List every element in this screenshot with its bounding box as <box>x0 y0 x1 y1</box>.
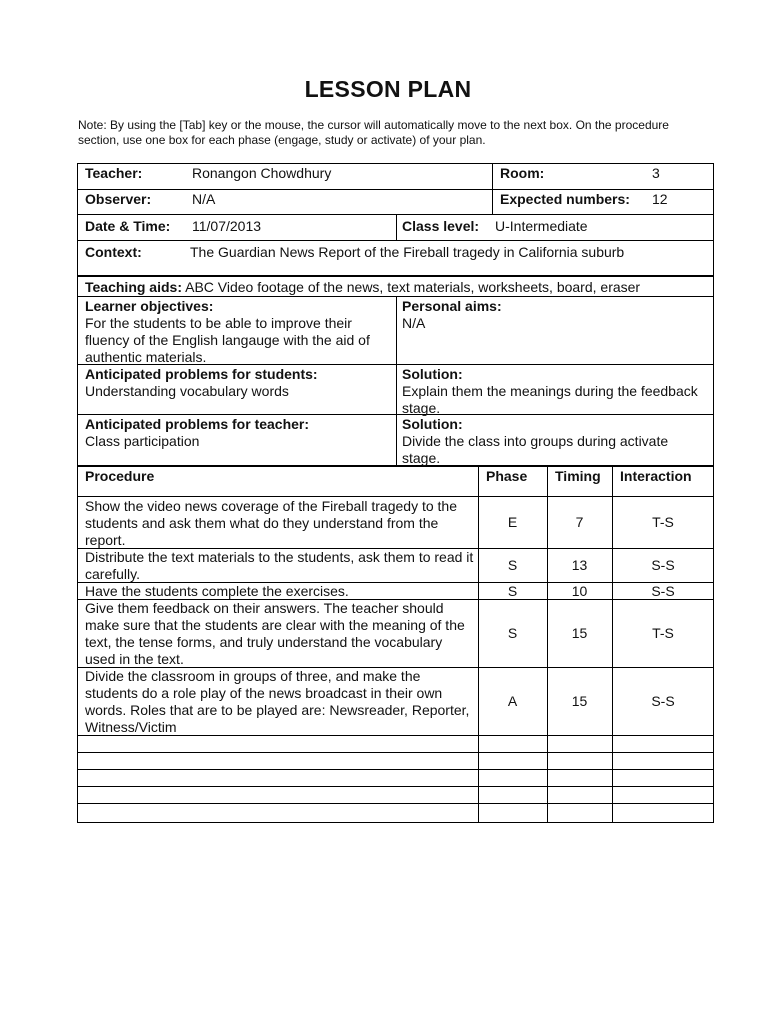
learner-objectives-field[interactable]: For the students to be able to improve their fluency of the English langauge with the aid of authentic materials. <box>85 315 370 365</box>
expected-numbers-field[interactable]: 12 <box>652 191 668 207</box>
teaching-aids-label: Teaching aids: <box>85 279 182 295</box>
procedure-cell[interactable]: Show the video news coverage of the Fireball tragedy to the students and ask them what do they understand from the report. <box>85 498 457 548</box>
solution-teacher-label: Solution: <box>402 416 463 432</box>
class-level-label: Class level: <box>402 218 480 234</box>
solution-students-field[interactable]: Explain them the meanings during the feedback stage. <box>402 383 698 416</box>
interaction-cell[interactable]: S-S <box>651 583 675 599</box>
interaction-cell[interactable]: T-S <box>652 514 674 530</box>
phase-header: Phase <box>486 468 528 484</box>
observer-field[interactable]: N/A <box>192 191 216 207</box>
procedure-cell[interactable]: Divide the classroom in groups of three, and make the students do a role play of the news broadcast in their own words. Roles that are to be played are: Newsreader, Reporter, Witness/Victim <box>85 668 470 735</box>
instructions-note: Note: By using the [Tab] key or the mouse, the cursor will automatically move to the next box. On the procedure section, use one box for each phase (engage, study or activate) of your plan. <box>78 118 669 147</box>
personal-aims-label: Personal aims: <box>402 298 502 314</box>
date-time-label: Date & Time: <box>85 218 171 234</box>
page-title: LESSON PLAN <box>304 76 472 102</box>
phase-cell[interactable]: A <box>507 693 518 709</box>
timing-header: Timing <box>555 468 601 484</box>
procedure-header: Procedure <box>85 468 155 484</box>
procedure-cell[interactable]: Distribute the text materials to the students, ask them to read it carefully. <box>85 549 474 582</box>
timing-cell[interactable]: 10 <box>571 583 588 599</box>
class-level-field[interactable]: U-Intermediate <box>495 218 588 234</box>
solution-students-label: Solution: <box>402 366 463 382</box>
expected-numbers-label: Expected numbers: <box>500 191 630 207</box>
interaction-cell[interactable]: S-S <box>651 693 675 709</box>
problems-students-field[interactable]: Understanding vocabulary words <box>85 383 289 399</box>
timing-cell[interactable]: 15 <box>571 693 588 709</box>
teaching-aids-field[interactable]: ABC Video footage of the news, text materials, worksheets, board, eraser <box>185 279 641 295</box>
phase-cell[interactable]: S <box>507 625 518 641</box>
personal-aims-field[interactable]: N/A <box>402 315 426 331</box>
context-label: Context: <box>85 244 142 260</box>
timing-cell[interactable]: 7 <box>575 514 584 530</box>
observer-label: Observer: <box>85 191 152 207</box>
timing-cell[interactable]: 13 <box>571 557 588 573</box>
context-field[interactable]: The Guardian News Report of the Fireball tragedy in California suburb <box>190 244 625 260</box>
learner-objectives-label: Learner objectives: <box>85 298 214 314</box>
room-label: Room: <box>500 165 545 181</box>
interaction-cell[interactable]: T-S <box>652 625 674 641</box>
problems-teacher-label: Anticipated problems for teacher: <box>85 416 310 432</box>
teaching-aids-row <box>85 279 710 296</box>
solution-teacher-field[interactable]: Divide the class into groups during activate stage. <box>402 433 669 466</box>
interaction-header: Interaction <box>620 468 692 484</box>
problems-students-label: Anticipated problems for students: <box>85 366 318 382</box>
teacher-label: Teacher: <box>85 165 143 181</box>
phase-cell[interactable]: E <box>507 514 518 530</box>
timing-cell[interactable]: 15 <box>571 625 588 641</box>
procedure-cell[interactable]: Give them feedback on their answers. The teacher should make sure that the students are clear with the meaning of the text, the tense forms, and truly understand the vocabulary used in the text. <box>85 600 465 667</box>
room-field[interactable]: 3 <box>652 165 660 181</box>
phase-cell[interactable]: S <box>507 557 518 573</box>
interaction-cell[interactable]: S-S <box>651 557 675 573</box>
phase-cell[interactable]: S <box>507 583 518 599</box>
problems-teacher-field[interactable]: Class participation <box>85 433 200 449</box>
date-time-field[interactable]: 11/07/2013 <box>192 218 262 234</box>
teacher-field[interactable]: Ronangon Chowdhury <box>192 165 332 181</box>
procedure-cell[interactable]: Have the students complete the exercises. <box>85 583 349 599</box>
